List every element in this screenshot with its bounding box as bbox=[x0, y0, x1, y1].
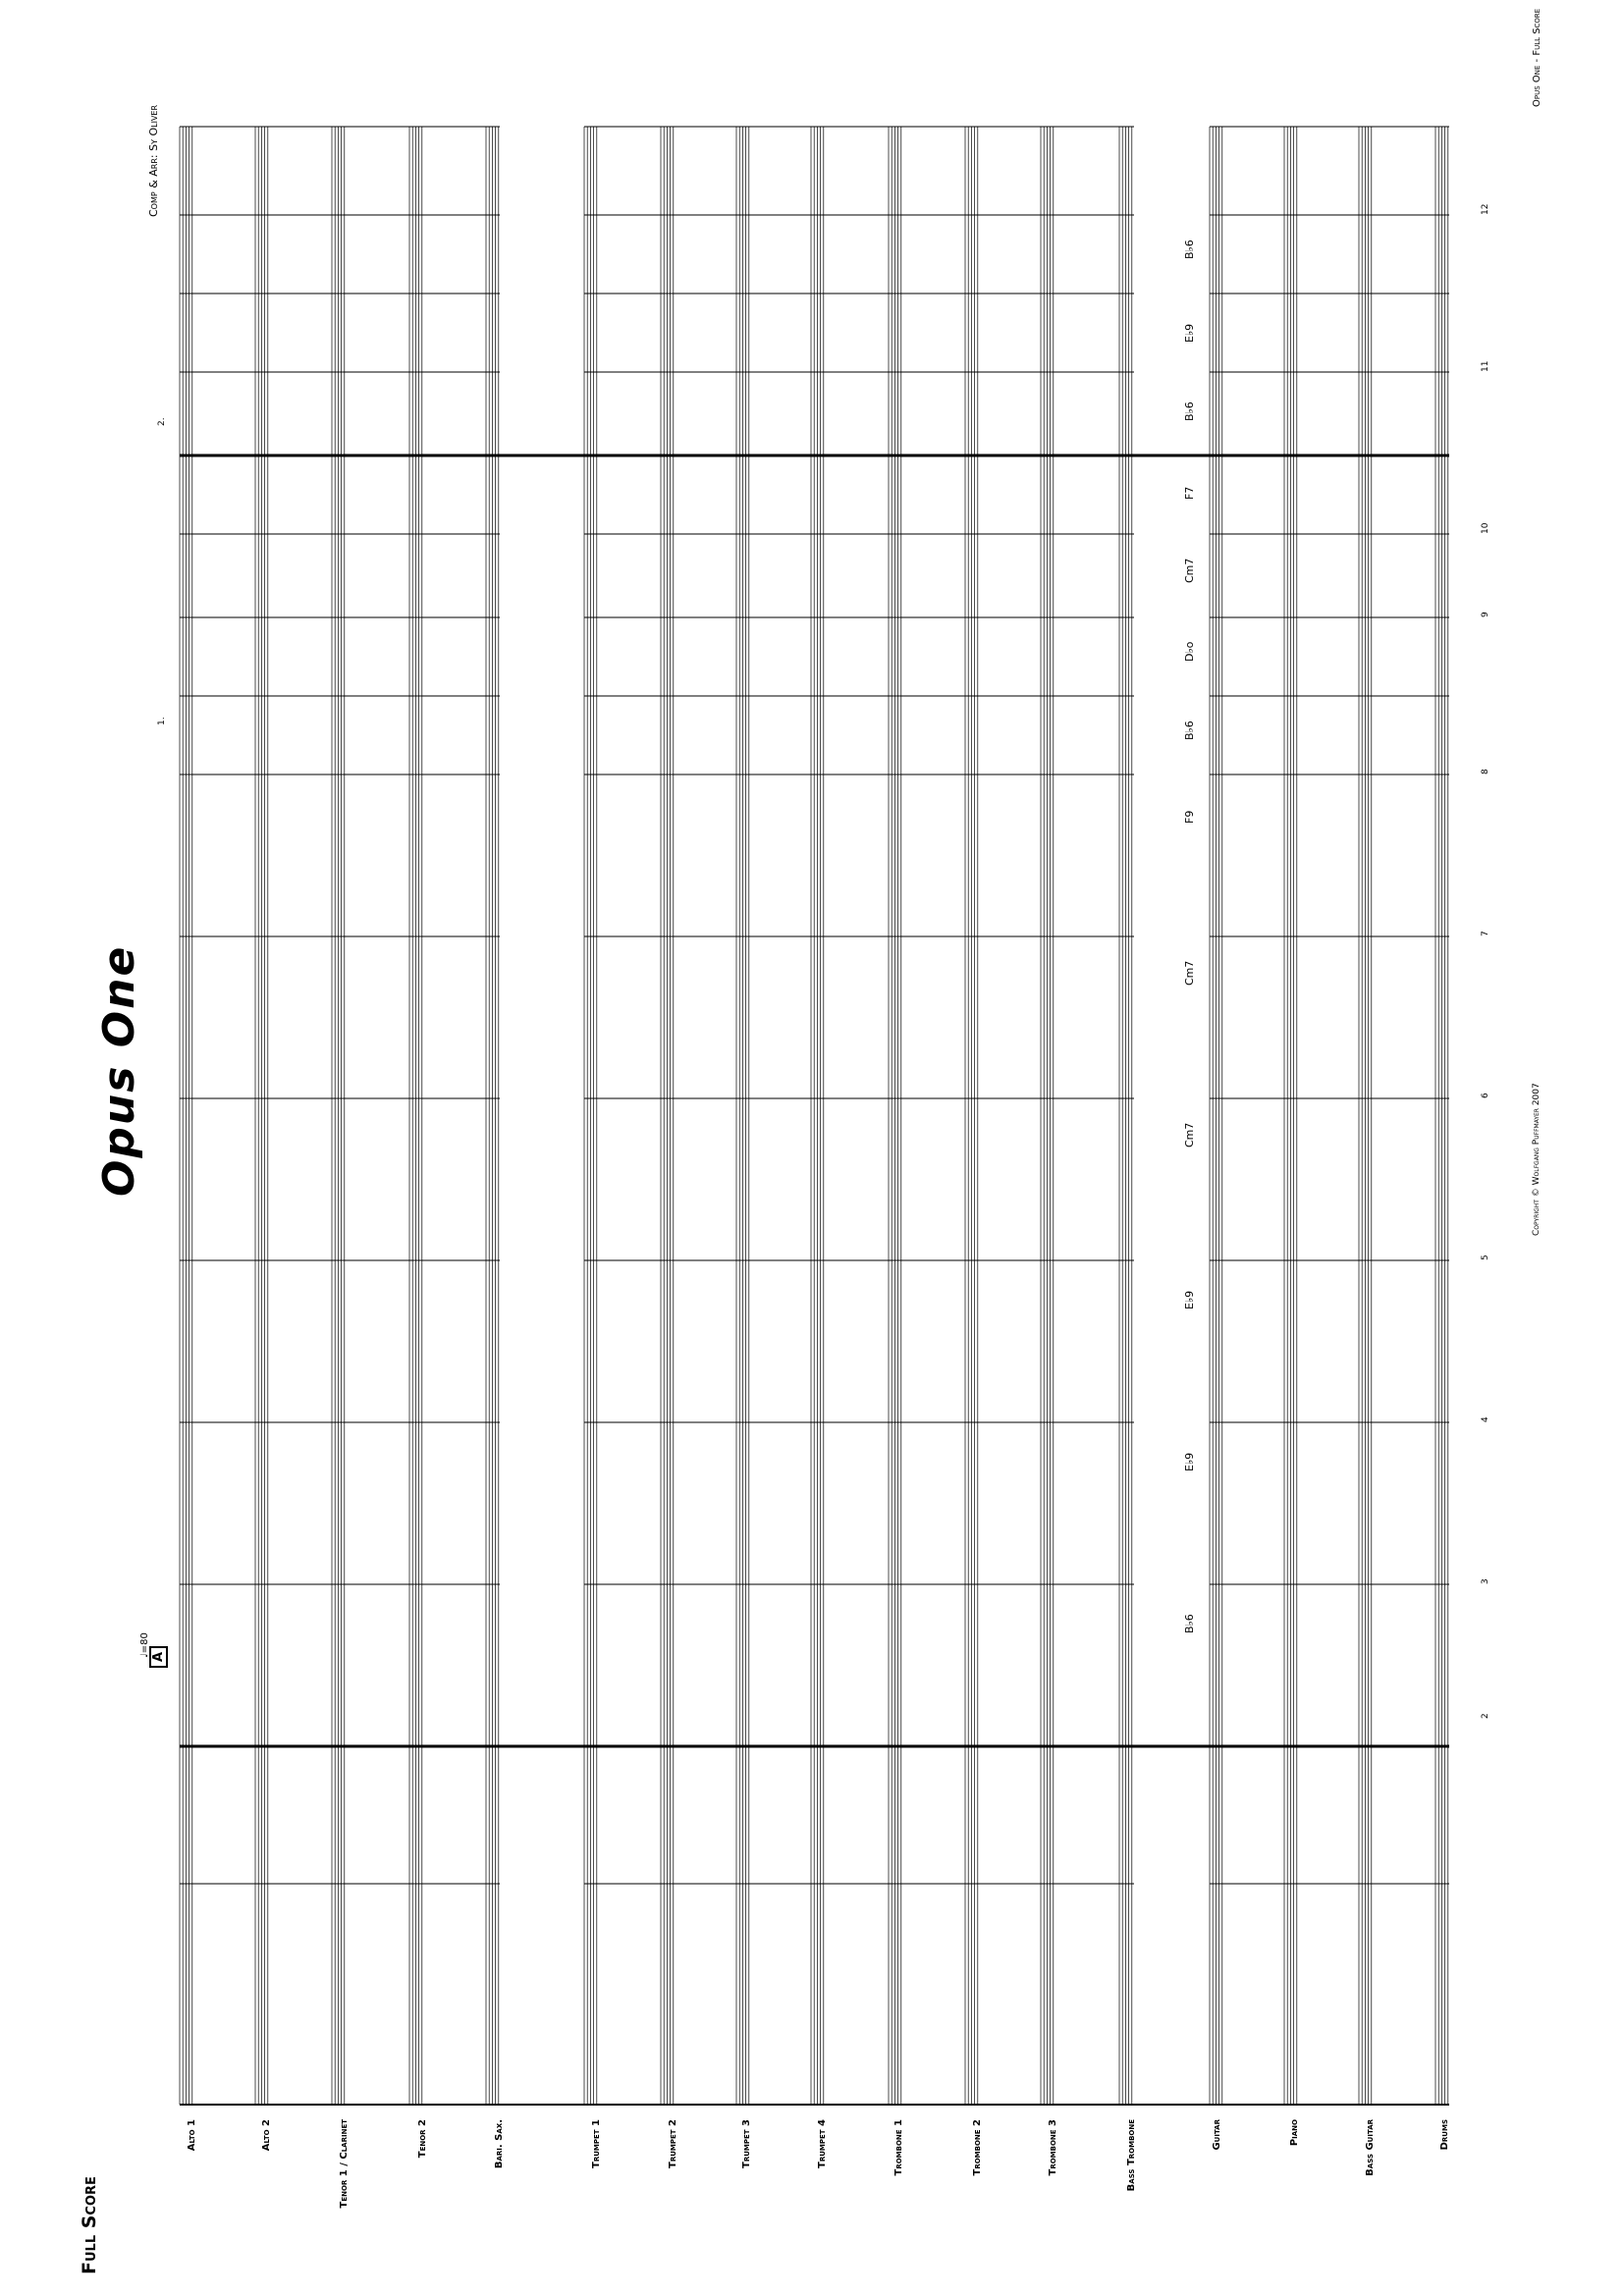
instrument-label: Trumpet 4 bbox=[817, 2119, 828, 2168]
instrument-label: Alto 2 bbox=[261, 2119, 272, 2152]
chord-symbol: E♭9 bbox=[1183, 323, 1196, 343]
chord-symbol: E♭9 bbox=[1183, 1290, 1196, 1309]
measure-number: 3 bbox=[1481, 1578, 1490, 1584]
instrument-label: Alto 1 bbox=[187, 2119, 197, 2152]
measure-number: 4 bbox=[1481, 1416, 1490, 1422]
instrument-label: Guitar bbox=[1212, 2119, 1222, 2151]
chord-symbol: B♭6 bbox=[1183, 401, 1196, 421]
measure-number: 9 bbox=[1481, 612, 1490, 617]
instrument-label: Bass Trombone bbox=[1126, 2119, 1137, 2192]
chord-symbol: D♭o bbox=[1183, 641, 1196, 662]
score-label: Full Score bbox=[79, 2176, 100, 2274]
measure-number: 12 bbox=[1481, 203, 1490, 215]
composer-credit: Comp & Arr: Sy Oliver bbox=[147, 104, 160, 217]
chord-symbol: Cm7 bbox=[1183, 1122, 1196, 1148]
measure-number: 7 bbox=[1481, 931, 1490, 936]
measure-number: 2 bbox=[1481, 1713, 1490, 1719]
page-title: Opus One bbox=[94, 944, 144, 1197]
instrument-label: Trombone 2 bbox=[972, 2119, 983, 2176]
instrument-label: Trumpet 1 bbox=[591, 2119, 602, 2168]
chord-symbol: Cm7 bbox=[1183, 960, 1196, 986]
volta-1-label: 1. bbox=[157, 717, 167, 725]
measure-number: 8 bbox=[1481, 769, 1490, 774]
instrument-label: Tenor 1 / Clarinet bbox=[339, 2119, 350, 2209]
measure-number: 5 bbox=[1481, 1255, 1490, 1260]
chord-symbol: Cm7 bbox=[1183, 558, 1196, 583]
instrument-label: Bari. Sax. bbox=[494, 2119, 505, 2169]
instrument-label: Piano bbox=[1289, 2119, 1300, 2147]
instrument-label: Trumpet 3 bbox=[741, 2119, 752, 2168]
measure-number: 10 bbox=[1481, 522, 1490, 534]
chord-symbol: B♭6 bbox=[1183, 721, 1196, 740]
chord-symbol: E♭9 bbox=[1183, 1452, 1196, 1471]
instrument-label: Trombone 3 bbox=[1048, 2119, 1058, 2176]
chord-symbol: F7 bbox=[1183, 486, 1196, 500]
chord-symbol: F9 bbox=[1183, 810, 1196, 824]
measure-number: 6 bbox=[1481, 1093, 1490, 1098]
page-identifier: Opus One - Full Score bbox=[1532, 8, 1542, 107]
instrument-label: Trombone 1 bbox=[893, 2119, 904, 2176]
chord-symbol: B♭6 bbox=[1183, 240, 1196, 259]
instrument-label: Drums bbox=[1439, 2119, 1450, 2151]
instrument-label: Bass Guitar bbox=[1365, 2119, 1376, 2176]
copyright-notice: Copyright © Wolfgang Puffmayer 2007 bbox=[1532, 1083, 1542, 1236]
volta-2-label: 2. bbox=[157, 417, 167, 426]
instrument-label: Tenor 2 bbox=[417, 2119, 428, 2159]
chord-symbol: B♭6 bbox=[1183, 1614, 1196, 1633]
rehearsal-mark: A bbox=[149, 1646, 168, 1668]
tempo-marking: ♩=80 bbox=[139, 1632, 150, 1658]
instrument-label: Trumpet 2 bbox=[668, 2119, 678, 2168]
measure-number: 11 bbox=[1481, 360, 1490, 372]
